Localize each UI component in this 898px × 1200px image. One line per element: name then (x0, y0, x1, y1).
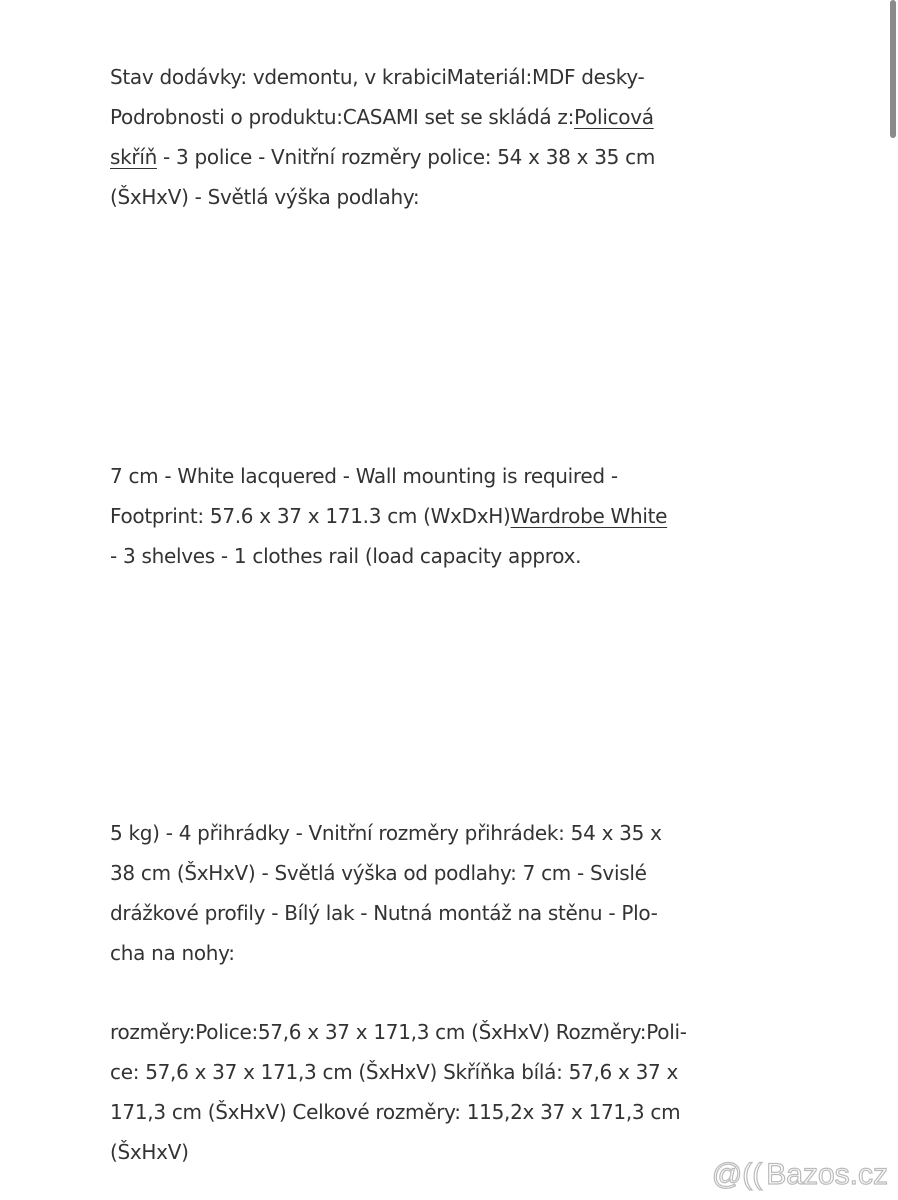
text-segment: ce: 57,6 x 37 x 171,3 cm (ŠxHxV) Skříňka bílá: 57,6 x 37 x (110, 1060, 679, 1084)
text-segment: 5 kg) - 4 přihrádky - Vnitřní rozměry přihrádek: 54 x 35 x (110, 821, 662, 845)
text-segment: 171,3 cm (ŠxHxV) Celkové rozměry: 115,2x 37 x 171,3 cm (110, 1100, 681, 1124)
text-segment: rozměry:Police:57,6 x 37 x 171,3 cm (ŠxHxV) Rozměry:Poli- (110, 1020, 687, 1044)
text-line (110, 1132, 710, 1172)
text-line (110, 853, 710, 893)
link-skrin[interactable]: skříň (110, 145, 157, 169)
text-line (110, 1012, 710, 1052)
text-segment: Footprint: 57.6 x 37 x 171.3 cm (WxDxH) (110, 504, 511, 528)
text-line (110, 177, 710, 217)
text-line (110, 893, 710, 933)
text-line (110, 496, 710, 536)
scrollbar-thumb[interactable] (890, 0, 896, 138)
description-paragraph-2 (110, 456, 710, 576)
text-line (110, 1052, 710, 1092)
text-segment: - 3 police - Vnitřní rozměry police: 54 x 38 x 35 cm (156, 145, 656, 169)
text-line (110, 456, 710, 496)
text-line (110, 933, 710, 973)
text-line (110, 536, 710, 576)
text-segment: (ŠxHxV) - Světlá výška podlahy: (110, 185, 420, 209)
link-policova[interactable]: Policová (574, 105, 654, 129)
text-line (110, 97, 710, 137)
text-line (110, 813, 710, 853)
text-line (110, 137, 710, 177)
description-paragraph-4 (110, 1012, 710, 1172)
description-paragraph-1 (110, 57, 710, 217)
text-segment: - 3 shelves - 1 clothes rail (load capacity approx. (110, 544, 582, 568)
text-segment: drážkové profily - Bílý lak - Nutná montáž na stěnu - Plo- (110, 901, 658, 925)
text-segment: cha na nohy: (110, 941, 235, 965)
text-segment: Podrobnosti o produktu:CASAMI set se skládá z: (110, 105, 575, 129)
text-segment: Stav dodávky: vdemontu, v krabiciMateriál:MDF desky- (110, 65, 645, 89)
watermark-text: Bazos.cz (766, 1158, 888, 1191)
text-segment: 38 cm (ŠxHxV) - Světlá výška od podlahy: 7 cm - Svislé (110, 861, 647, 885)
vertical-scrollbar[interactable] (886, 0, 898, 1200)
text-segment: 7 cm - White lacquered - Wall mounting is required - (110, 464, 618, 488)
link-wardrobe-white[interactable]: Wardrobe White (510, 504, 668, 528)
text-line (110, 1092, 710, 1132)
description-paragraph-3 (110, 813, 710, 973)
text-line (110, 57, 710, 97)
text-segment: (ŠxHxV) (110, 1140, 189, 1164)
bazos-watermark (712, 1158, 888, 1192)
bazos-logo-icon: @(( (711, 1158, 763, 1191)
